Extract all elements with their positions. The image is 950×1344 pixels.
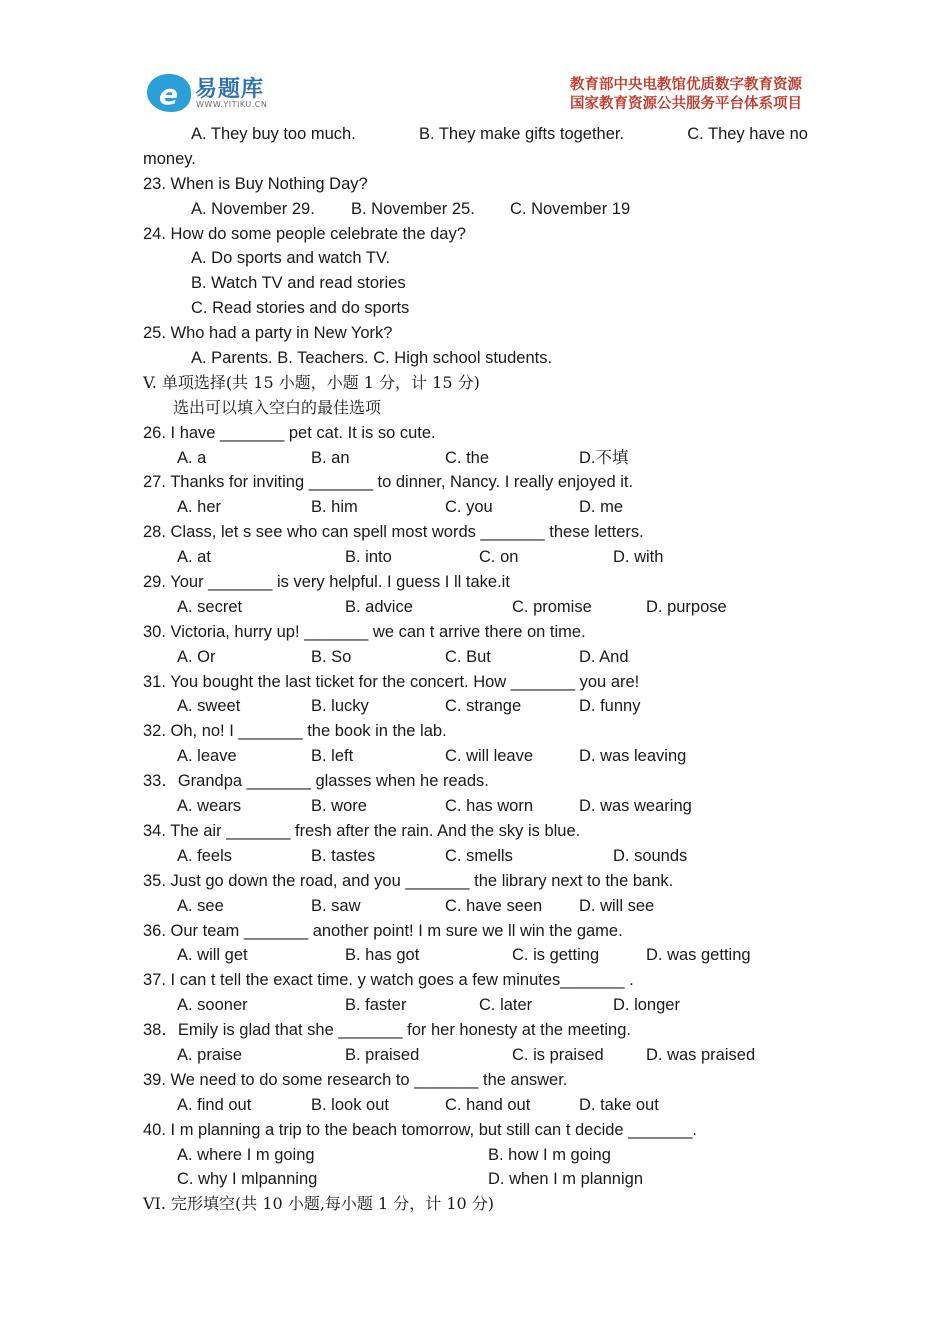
question-stem: 28. Class, let s see who can spell most words _______ these letters. <box>143 523 644 542</box>
option-b: B. an <box>311 448 350 467</box>
section-instruction: 选出可以填入空白的最佳选项 <box>173 397 382 417</box>
logo-url: WWW.YITIKU.CN <box>196 100 268 109</box>
option-b: B. lucky <box>311 697 369 716</box>
option-c: C. has worn <box>445 797 534 816</box>
option-a: A. wears <box>177 797 242 816</box>
option-c: C. promise <box>512 597 592 616</box>
q22-wrap: money. <box>143 149 196 168</box>
option-a: A. find out <box>177 1095 252 1114</box>
option-a: A. feels <box>177 846 233 865</box>
question-options <box>143 993 808 1018</box>
question-options <box>143 595 808 620</box>
question-stem: 40. I m planning a trip to the beach tomorrow, but still can t decide _______. <box>143 1120 698 1139</box>
option-d: D. funny <box>579 697 641 716</box>
option-b: B. tastes <box>311 846 376 865</box>
question-options <box>143 495 808 520</box>
option-c: C. is praised <box>512 1045 604 1064</box>
option-d: D. with <box>613 548 664 567</box>
question-options <box>143 894 808 919</box>
option-d: D. longer <box>613 996 680 1015</box>
option-b: B. look out <box>311 1095 389 1114</box>
question-stem: 37. I can t tell the exact time. y watch goes a few minutes_______ . <box>143 971 634 990</box>
question-options <box>143 794 808 819</box>
question-options <box>143 694 808 719</box>
question-options <box>143 943 808 968</box>
option-c: C. is getting <box>512 946 600 965</box>
question-options <box>143 545 808 570</box>
exam-content <box>143 122 808 1217</box>
question-options <box>143 1143 808 1168</box>
option-b: B. advice <box>345 597 413 616</box>
logo-e-icon: e <box>147 74 191 112</box>
section-title: V. 单项选择(共 15 小题，小题 1 分，计 15 分) <box>143 372 480 392</box>
option-c: C. on <box>479 548 519 567</box>
option-a: A. They buy too much. <box>191 125 356 143</box>
option-c: C. later <box>479 996 533 1015</box>
option-b: B. So <box>311 647 352 666</box>
option-a: A. a <box>177 448 207 467</box>
option-a: A. see <box>177 896 224 915</box>
option-b: B. praised <box>345 1045 420 1064</box>
option-b: B. wore <box>311 797 367 816</box>
option-a: A. leave <box>177 747 237 766</box>
edu-banner-line1: 教育部中央电教馆优质数字教育资源 <box>570 77 802 93</box>
question-stem: 39. We need to do some research to _______ the answer. <box>143 1070 568 1089</box>
option-c: C. strange <box>445 697 522 716</box>
option-c: C. why I mlpanning <box>177 1170 318 1189</box>
option-a: A. praise <box>177 1045 243 1064</box>
option-b: B. They make gifts together. <box>418 125 625 143</box>
option-a: A. will get <box>177 946 248 965</box>
yitiku-logo <box>147 72 287 116</box>
option-d: D. will see <box>579 896 655 915</box>
option-b: B. saw <box>311 896 361 915</box>
question-stem: 30. Victoria, hurry up! _______ we can t arrive there on time. <box>143 622 586 641</box>
question-stem: 32. Oh, no! I _______ the book in the lab. <box>143 722 447 741</box>
option-b: B. into <box>345 548 392 567</box>
question-options <box>143 844 808 869</box>
option-a: A. at <box>177 548 211 567</box>
option-a: A. secret <box>177 597 243 616</box>
question-stem: 23. When is Buy Nothing Day? <box>143 174 368 193</box>
question-stem: 34. The air _______ fresh after the rain. And the sky is blue. <box>143 821 581 840</box>
question-stem: 33．Grandpa _______ glasses when he reads. <box>143 772 489 791</box>
option-d: D.不填 <box>579 448 629 467</box>
option-d: D. was praised <box>646 1045 756 1064</box>
option-a: A. her <box>177 498 222 517</box>
option-c: C. will leave <box>445 747 534 766</box>
option-d: D. sounds <box>613 846 688 865</box>
option-c: C. the <box>445 448 490 467</box>
option-c: C. smells <box>445 846 513 865</box>
option-d: D. me <box>579 498 624 517</box>
option-d: D. was leaving <box>579 747 687 766</box>
option-c: C. But <box>445 647 491 666</box>
option-b: B. Watch TV and read stories <box>191 274 406 293</box>
option-c: C. They have no <box>687 125 808 143</box>
question-stem: 29. Your _______ is very helpful. I guess I ll take.it <box>143 573 510 592</box>
question-stem: 24. How do some people celebrate the day? <box>143 224 466 243</box>
option-b: B. November 25. <box>351 199 475 218</box>
question-options <box>143 1167 808 1192</box>
option-b: B. how I m going <box>488 1145 611 1164</box>
question-options <box>143 645 808 670</box>
option-c: C. hand out <box>445 1095 531 1114</box>
option-c: C. November 19 <box>510 199 631 218</box>
logo-brand-name: 易题库 <box>195 77 265 102</box>
option-a: A. Do sports and watch TV. <box>191 249 391 268</box>
q22-options <box>143 122 808 147</box>
edu-banner <box>570 76 802 114</box>
question-options <box>143 1043 808 1068</box>
option-a: A. where I m going <box>177 1145 315 1164</box>
option-b: B. him <box>311 498 358 517</box>
option-c: C. Read stories and do sports <box>191 299 410 318</box>
question-stem: 27. Thanks for inviting _______ to dinner, Nancy. I really enjoyed it. <box>143 473 634 492</box>
option-a: A. sooner <box>177 996 248 1015</box>
option-b: B. left <box>311 747 354 766</box>
page-header <box>0 0 950 120</box>
question-stem: 38．Emily is glad that she _______ for her honesty at the meeting. <box>143 1021 631 1040</box>
section-title: VI. 完形填空(共 10 小题,每小题 1 分，计 10 分) <box>143 1194 495 1214</box>
option-a: A. Or <box>177 647 216 666</box>
question-stem: 31. You bought the last ticket for the concert. How _______ you are! <box>143 672 640 691</box>
option-b: B. has got <box>345 946 420 965</box>
option-c: C. you <box>445 498 493 517</box>
option-d: D. was getting <box>646 946 751 965</box>
edu-banner-line2: 国家教育资源公共服务平台体系项目 <box>570 96 802 112</box>
question-options <box>143 446 808 471</box>
option-c: C. have seen <box>445 896 543 915</box>
question-stem: 36. Our team _______ another point! I m sure we ll win the game. <box>143 921 623 940</box>
question-options <box>143 1093 808 1118</box>
q25-options: A. Parents. B. Teachers. C. High school students. <box>191 349 553 368</box>
option-d: D. was wearing <box>579 797 692 816</box>
question-stem: 26. I have _______ pet cat. It is so cute. <box>143 423 436 442</box>
option-d: D. when I m plannign <box>488 1170 644 1189</box>
question-stem: 35. Just go down the road, and you _______ the library next to the bank. <box>143 871 674 890</box>
option-a: A. sweet <box>177 697 241 716</box>
q23-options <box>143 197 808 222</box>
question-options <box>143 744 808 769</box>
option-d: D. And <box>579 647 629 666</box>
option-d: D. purpose <box>646 597 727 616</box>
question-stem: 25. Who had a party in New York? <box>143 324 393 343</box>
option-b: B. faster <box>345 996 407 1015</box>
option-d: D. take out <box>579 1095 659 1114</box>
option-a: A. November 29. <box>191 199 315 218</box>
